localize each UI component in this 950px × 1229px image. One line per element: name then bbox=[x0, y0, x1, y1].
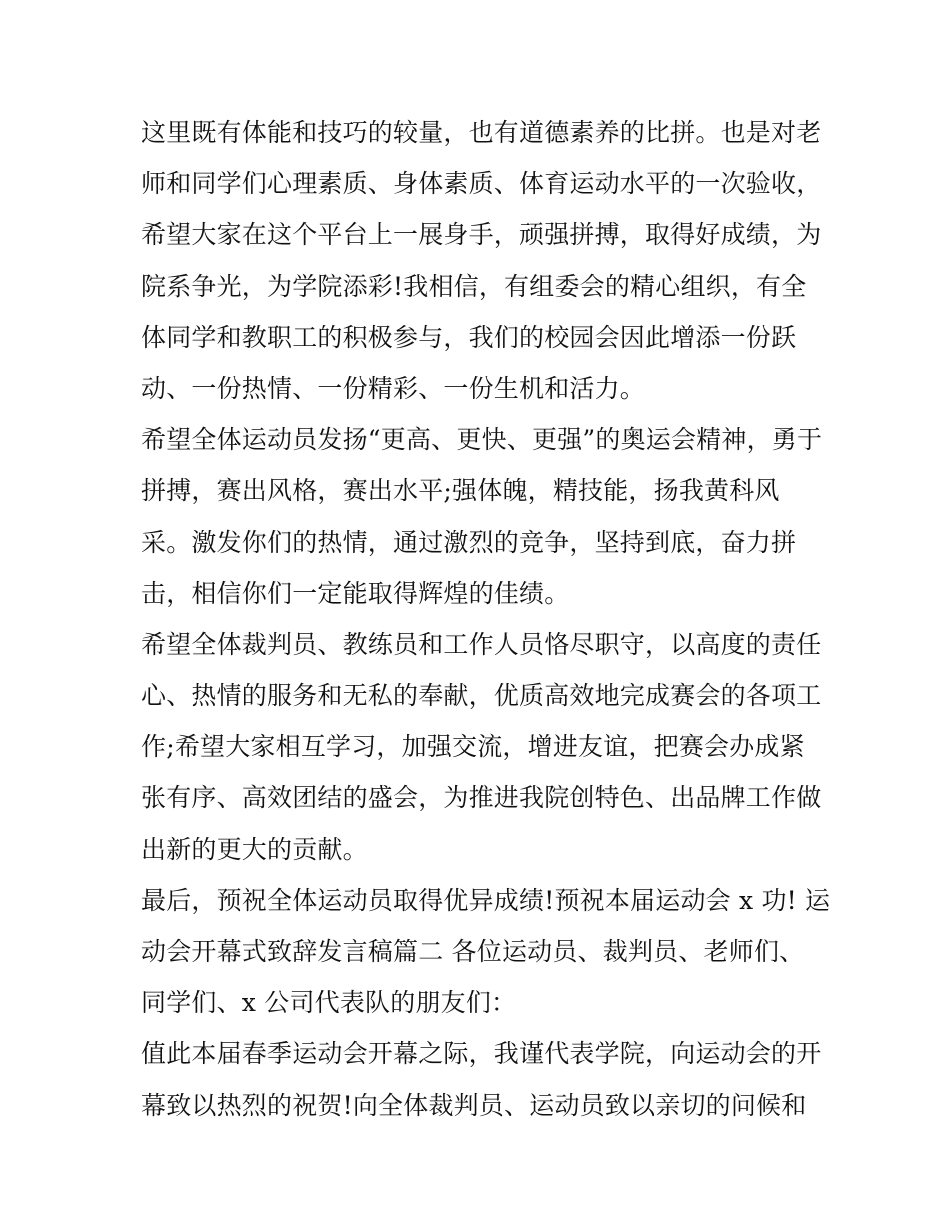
text-line: 动、一份热情、一份精彩、一份生机和活力。 bbox=[141, 373, 646, 403]
text-line: 采。激发你们的热情，通过激烈的竞争，坚持到底，奋力拼 bbox=[141, 527, 797, 557]
text-line: 体同学和教职工的积极参与，我们的校园会因此增添一份跃 bbox=[141, 322, 797, 352]
text-line: 院系争光，为学院添彩!我相信，有组委会的精心组织，有全 bbox=[141, 271, 807, 301]
text-line: 击，相信你们一定能取得辉煌的佳绩。 bbox=[141, 578, 570, 608]
text-line: 值此本届春季运动会开幕之际，我谨代表学院，向运动会的开 bbox=[141, 1039, 822, 1069]
text-line: 张有序、高效团结的盛会，为推进我院创特色、出品牌工作做 bbox=[141, 783, 822, 813]
text-line: 希望大家在这个平台上一展身手，顽强拼搏，取得好成绩，为 bbox=[141, 220, 822, 250]
text-line: 同学们、x 公司代表队的朋友们： bbox=[141, 988, 517, 1018]
text-line: 心、热情的服务和无私的奉献，优质高效地完成赛会的各项工 bbox=[141, 681, 822, 711]
text-line: 动会开幕式致辞发言稿篇二 各位运动员、裁判员、老师们、 bbox=[141, 937, 805, 966]
text-line: 师和同学们心理素质、身体素质、体育运动水平的一次验收， bbox=[141, 169, 822, 199]
text-line: 希望全体运动员发扬“更高、更快、更强”的奥运会精神，勇于 bbox=[141, 425, 823, 455]
text-line: 幕致以热烈的祝贺!向全体裁判员、运动员致以亲切的问候和 bbox=[141, 1090, 807, 1120]
text-line: 拼搏，赛出风格，赛出水平;强体魄，精技能，扬我黄科风 bbox=[141, 476, 780, 506]
text-line: 作;希望大家相互学习，加强交流，增进友谊，把赛会办成紧 bbox=[141, 732, 805, 762]
text-line: 这里既有体能和技巧的较量，也有道德素养的比拼。也是对老 bbox=[141, 118, 822, 147]
body-text bbox=[141, 107, 831, 1131]
text-line: 最后，预祝全体运动员取得优异成绩!预祝本届运动会 x 功! 运 bbox=[141, 885, 831, 915]
text-line: 出新的更大的贡献。 bbox=[141, 834, 368, 864]
text-line: 希望全体裁判员、教练员和工作人员恪尽职守，以高度的责任 bbox=[141, 629, 822, 659]
